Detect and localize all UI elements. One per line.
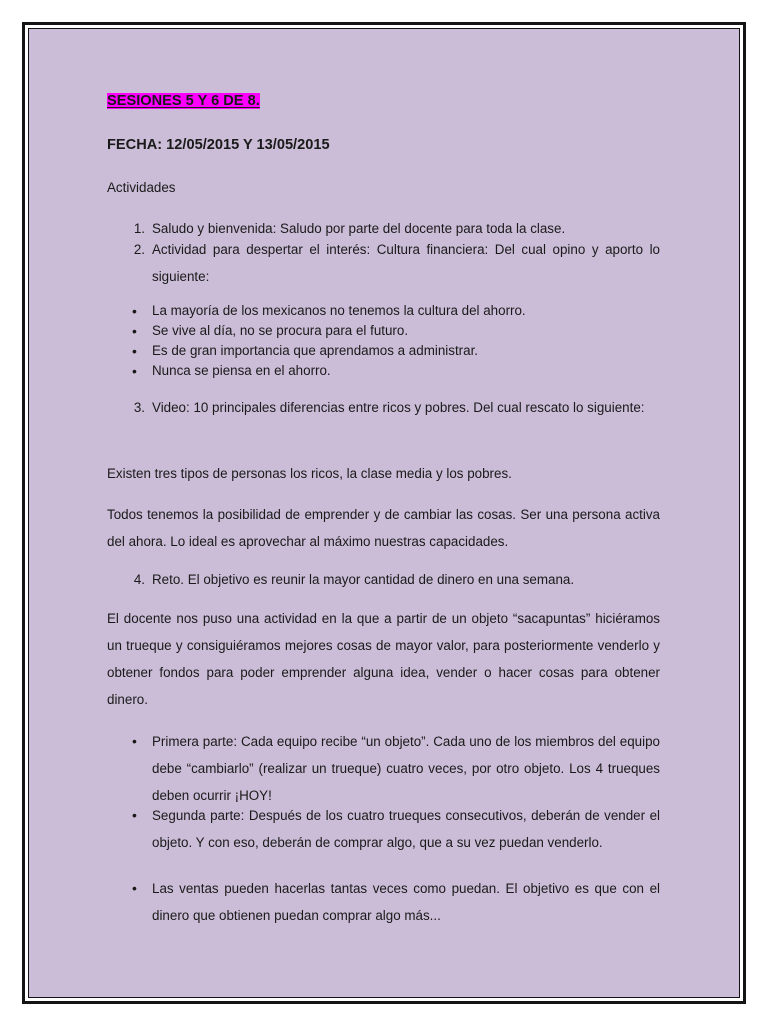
bullet-icon: • — [132, 880, 137, 896]
paragraph: Todos tenemos la posibilidad de emprender y de cambiar las cosas. Ser una persona activa del ahora. Lo ideal es aprovechar al máximo nuestras capacidades. — [107, 507, 660, 549]
bullet-text: Las ventas pueden hacerlas tantas veces como puedan. El objetivo es que con el dinero que obtienen puedan comprar algo más... — [152, 881, 660, 923]
bullet-text: Nunca se piensa en el ahorro. — [152, 363, 331, 378]
bullet-text: Primera parte: Cada equipo recibe “un objeto”. Cada uno de los miembros del equipo debe “cambiarlo” (realizar un trueque) cuatro veces, por otro objeto. Los 4 trueques deben ocurrir ¡HOY! — [152, 734, 660, 803]
bullet-icon: • — [132, 363, 137, 379]
paragraph: El docente nos puso una actividad en la que a partir de un objeto “sacapuntas” hiciéramos un trueque y consiguiéramos mejores cosas de mayor valor, para posteriormente venderlo y obtener fondos para poder emprender alguna idea, vender o hacer cosas para obtener dinero. — [107, 611, 660, 707]
item-text: Reto. El objetivo es reunir la mayor cantidad de dinero en una semana. — [152, 572, 575, 587]
paragraph: Existen tres tipos de personas los ricos, la clase media y los pobres. — [107, 466, 512, 481]
bullet-text: Se vive al día, no se procura para el futuro. — [152, 323, 409, 338]
item-number: 4. — [133, 572, 145, 587]
date-line: FECHA: 12/05/2015 Y 13/05/2015 — [107, 137, 330, 153]
bullet-icon: • — [132, 807, 137, 823]
item-number: 2. — [133, 242, 145, 257]
bullet-icon: • — [132, 343, 137, 359]
bullet-icon: • — [132, 303, 137, 319]
item-number: 3. — [133, 400, 145, 415]
bullet-text: Es de gran importancia que aprendamos a administrar. — [152, 343, 479, 358]
item-text: Saludo y bienvenida: Saludo por parte del docente para toda la clase. — [152, 221, 566, 236]
bullet-text: Segunda parte: Después de los cuatro trueques consecutivos, deberán de vender el objeto. Y con eso, deberán de comprar algo, que a su vez puedan venderlo. — [152, 808, 660, 850]
bullet-icon: • — [132, 733, 137, 749]
bullet-text: La mayoría de los mexicanos no tenemos la cultura del ahorro. — [152, 303, 526, 318]
section-heading: Actividades — [107, 180, 176, 195]
title-highlight: SESIONES 5 Y 6 DE 8. — [107, 93, 260, 109]
bullet-icon: • — [132, 323, 137, 339]
item-text: Video: 10 principales diferencias entre ricos y pobres. Del cual rescato lo siguiente: — [152, 400, 645, 415]
item-text: Actividad para despertar el interés: Cultura financiera: Del cual opino y aporto lo siguiente: — [152, 242, 660, 284]
item-number: 1. — [133, 221, 145, 236]
document-title — [107, 93, 260, 109]
